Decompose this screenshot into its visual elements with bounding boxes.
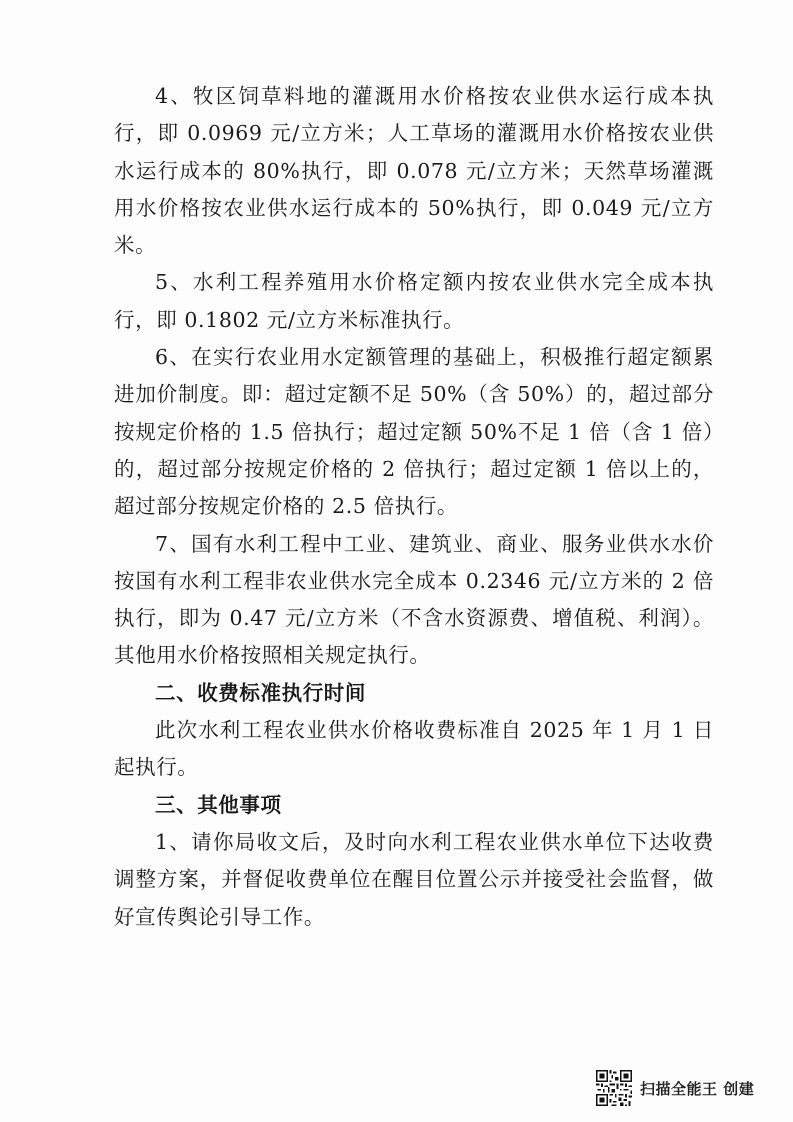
scanner-watermark-text: 扫描全能王 创建 <box>640 1079 755 1098</box>
document-body <box>114 78 714 936</box>
section-heading-other-matters: 三、其他事项 <box>155 792 282 817</box>
paragraph-item-7: 7、国有水利工程中工业、建筑业、商业、服务业供水水价按国有水利工程非农业供水完全成本 0.2346 元/立方米的 2 倍执行，即为 0.47 元/立方米（不含水资源费、增值税、利润）。其他用水价格按照相关规定执行。 <box>114 531 714 668</box>
qr-code-icon <box>596 1070 632 1106</box>
section-heading-execution-time: 二、收费标准执行时间 <box>155 680 366 705</box>
paragraph-other-matters-1: 1、请你局收文后，及时向水利工程农业供水单位下达收费调整方案，并督促收费单位在醒目位置公示并接受社会监督，做好宣传舆论引导工作。 <box>114 829 714 929</box>
paragraph-execution-time: 此次水利工程农业供水价格收费标准自 2025 年 1 月 1 日起执行。 <box>114 718 714 780</box>
paragraph-item-6: 6、在实行农业用水定额管理的基础上，积极推行超定额累进加价制度。即：超过定额不足 50%（含 50%）的，超过部分按规定价格的 1.5 倍执行；超过定额 50%不足 1 倍（含 1 倍）的，超过部分按规定价格的 2 倍执行；超过定额 1 倍以上的，超过部分按规定价格的 2.5 倍执行。 <box>114 345 714 519</box>
scanner-watermark <box>596 1068 754 1108</box>
paragraph-item-5: 5、水利工程养殖用水价格定额内按农业供水完全成本执行，即 0.1802 元/立方米标准执行。 <box>114 270 714 332</box>
paragraph-item-4: 4、牧区饲草料地的灌溉用水价格按农业供水运行成本执行，即 0.0969 元/立方米；人工草场的灌溉用水价格按农业供水运行成本的 80%执行，即 0.078 元/立方米；天然草场灌溉用水价格按农业供水运行成本的 50%执行，即 0.049 元/立方米。 <box>114 84 714 258</box>
